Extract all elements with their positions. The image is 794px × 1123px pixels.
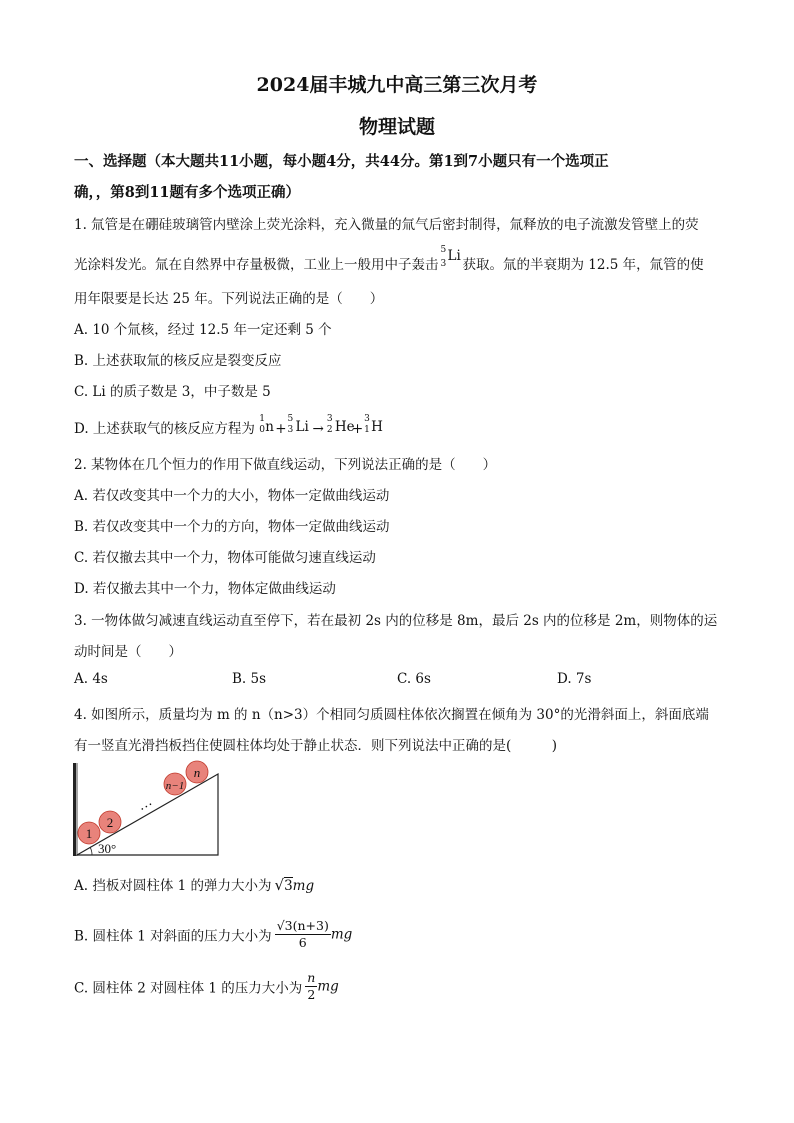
li-symbol: Li bbox=[447, 248, 461, 264]
fraction-denominator: 2 bbox=[307, 987, 316, 1002]
q1-option-d bbox=[74, 414, 383, 437]
q1-option-a: A. 10 个氚核，经过 12.5 年一定还剩 5 个 bbox=[74, 322, 332, 338]
n-symbol: n bbox=[265, 419, 274, 435]
ball-n bbox=[186, 761, 208, 783]
n-mass: 1 bbox=[259, 414, 265, 424]
q3-stem-line2: 动时间是（ ） bbox=[74, 644, 182, 660]
section-heading-line2: 确，，第8到11题有多个选项正确） bbox=[74, 184, 301, 201]
li-charge: 3 bbox=[440, 259, 447, 269]
incline-figure bbox=[70, 760, 225, 860]
sqrt-sign: √ bbox=[274, 876, 285, 894]
ball-1 bbox=[78, 822, 100, 844]
q2-stem: 2. 某物体在几个恒力的作用下做直线运动，下列说法正确的是（ ） bbox=[74, 457, 497, 473]
he-symbol: He bbox=[334, 419, 355, 435]
q1-line2-pre: 光涂料发光。氚在自然界中存量极微，工业上一般用中子轰击 bbox=[74, 257, 439, 273]
nuclide-h bbox=[363, 414, 383, 435]
h-mass: 3 bbox=[364, 414, 370, 424]
nuclide-li bbox=[287, 414, 311, 435]
q1-option-c: C. Li 的质子数是 3，中子数是 5 bbox=[74, 384, 271, 400]
q2-option-c: C. 若仅撤去其中一个力，物体可能做匀速直线运动 bbox=[74, 550, 376, 566]
angle-arc bbox=[90, 847, 92, 855]
plus-sign: + bbox=[351, 421, 364, 437]
fraction bbox=[305, 970, 317, 1003]
q4-stem-line1: 4. 如图所示，质量均为 m 的 n（n>3）个相同匀质圆柱体依次搁置在倾角为 30°的光滑斜面上，斜面底端 bbox=[74, 707, 709, 723]
q2-option-a: A. 若仅改变其中一个力的大小，物体一定做曲线运动 bbox=[74, 488, 390, 504]
reaction-equation bbox=[259, 414, 383, 437]
ball-n-label: n bbox=[193, 765, 201, 780]
h-symbol: H bbox=[371, 419, 383, 435]
q4-option-c-text: C. 圆柱体 2 对圆柱体 1 的压力大小为 bbox=[74, 980, 303, 997]
unit-mg: mg bbox=[317, 978, 339, 995]
q1-option-d-pre: D. 上述获取气的核反应方程为 bbox=[74, 421, 255, 437]
q2-option-d: D. 若仅撤去其中一个力，物体定做曲线运动 bbox=[74, 581, 336, 597]
q3-stem-line1: 3. 一物体做匀减速直线运动直至停下，若在最初 2s 内的位移是 8m，最后 2s 内的位移是 2m，则物体的运 bbox=[74, 613, 718, 629]
fraction-numerator: √3(n+3) bbox=[276, 918, 329, 933]
li-charge: 3 bbox=[287, 425, 294, 435]
ball-n-minus-1-label: n−1 bbox=[165, 780, 185, 792]
radicand: 3 bbox=[284, 878, 293, 894]
q4-option-c bbox=[74, 970, 339, 1003]
q4-option-b bbox=[74, 918, 352, 951]
q3-option-b: B. 5s bbox=[232, 671, 267, 687]
nuclide-n bbox=[259, 414, 275, 435]
ball-1-label: 1 bbox=[85, 826, 93, 841]
he-charge: 2 bbox=[326, 425, 333, 435]
wall-board bbox=[73, 763, 76, 856]
unit-mg: mg bbox=[292, 878, 315, 894]
section-heading-line1: 一、选择题（本大题共11小题，每小题4分，共44分。第1到7小题只有一个选项正 bbox=[74, 153, 609, 170]
q1-stem-line2 bbox=[74, 245, 704, 273]
he-mass: 3 bbox=[326, 414, 333, 424]
ball-2-label: 2 bbox=[106, 815, 114, 830]
n-charge: 0 bbox=[259, 425, 265, 435]
page-title: 2024届丰城九中高三第三次月考 bbox=[256, 74, 538, 96]
q4-option-b-text: B. 圆柱体 1 对斜面的压力大小为 bbox=[74, 928, 272, 945]
q3-option-d: D. 7s bbox=[557, 671, 592, 687]
fraction-numerator: n bbox=[307, 970, 316, 985]
unit-mg: mg bbox=[330, 926, 353, 943]
ball-2 bbox=[99, 811, 121, 833]
q3-option-c: C. 6s bbox=[397, 671, 431, 687]
plus-sign: + bbox=[275, 421, 287, 437]
q4-option-a-text: A. 挡板对圆柱体 1 的弹力大小为 bbox=[74, 878, 272, 894]
arrow: → bbox=[312, 421, 324, 437]
ellipsis-dots: … bbox=[135, 794, 155, 815]
q2-option-b: B. 若仅改变其中一个力的方向，物体一定做曲线运动 bbox=[74, 519, 390, 535]
q1-stem-line1: 1. 氚管是在硼硅玻璃管内壁涂上荧光涂料，充入微量的氚气后密封制得，氚释放的电子流激发管壁上的荧 bbox=[74, 217, 699, 233]
angle-label: 30° bbox=[98, 841, 117, 856]
q4-option-a bbox=[74, 874, 314, 894]
q4-stem-line2: 有一竖直光滑挡板挡住使圆柱体均处于静止状态．则下列说法中正确的是( ) bbox=[74, 738, 558, 754]
fraction bbox=[275, 918, 331, 951]
q1-option-b: B. 上述获取氚的核反应是裂变反应 bbox=[74, 353, 282, 369]
q1-line2-post: 获取。氚的半衰期为 12.5 年，氚管的使 bbox=[462, 257, 704, 273]
fraction-denominator: 6 bbox=[298, 935, 307, 950]
h-charge: 1 bbox=[364, 425, 370, 435]
nuclide-he bbox=[326, 414, 355, 435]
q1-stem-line3: 用年限要是长达 25 年。下列说法正确的是（ ） bbox=[74, 291, 384, 307]
li-symbol: Li bbox=[295, 419, 309, 435]
page-subtitle: 物理试题 bbox=[358, 116, 435, 138]
li-mass: 5 bbox=[440, 245, 447, 255]
q1-nuclide-li bbox=[439, 245, 463, 271]
q3-option-a: A. 4s bbox=[74, 671, 108, 687]
li-mass: 5 bbox=[287, 414, 294, 424]
ball-n-minus-1 bbox=[164, 773, 186, 795]
